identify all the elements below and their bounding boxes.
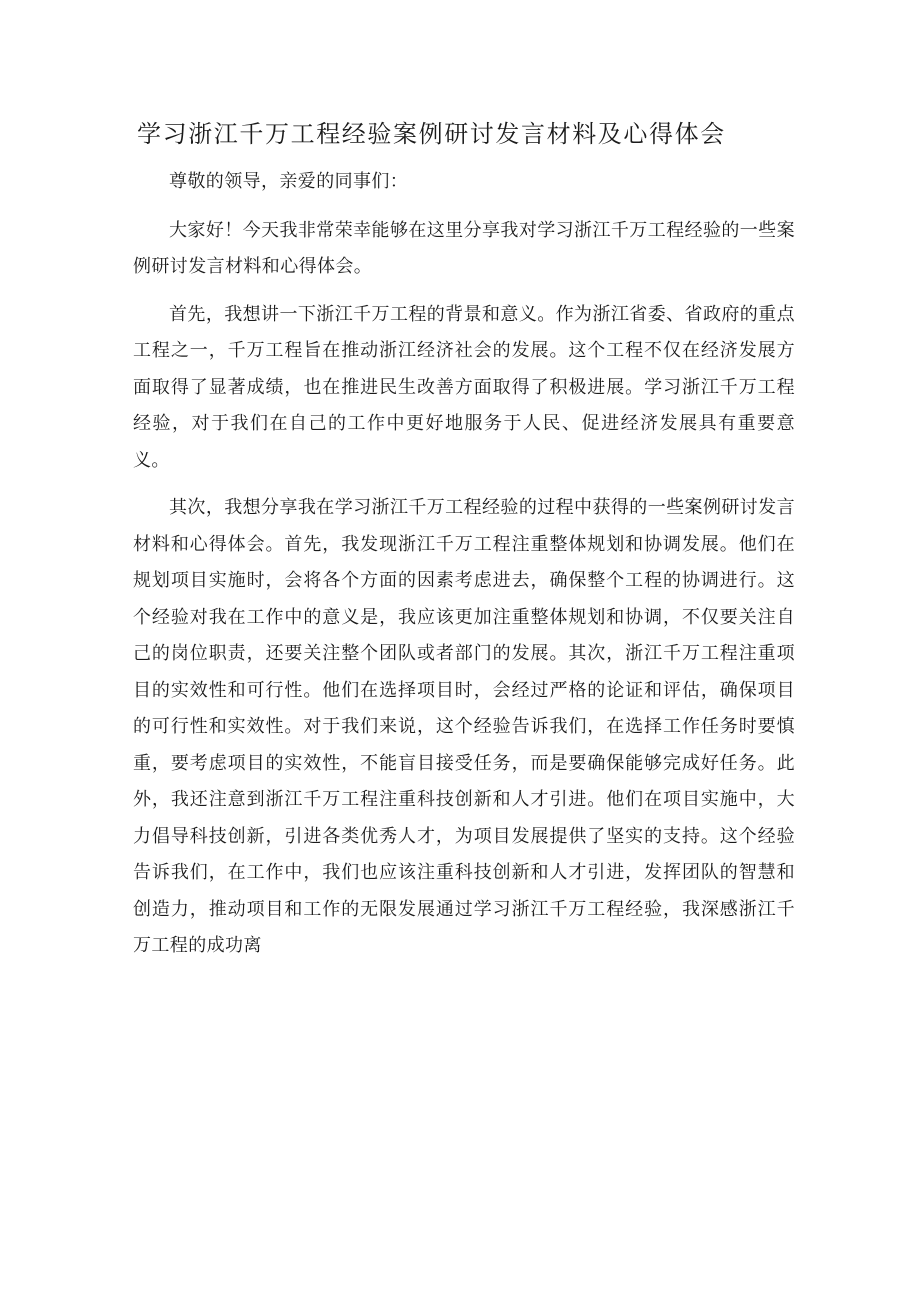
greeting-paragraph: 大家好！今天我非常荣幸能够在这里分享我对学习浙江千万工程经验的一些案例研讨发言材料和心得体会。 [133, 219, 795, 277]
background-paragraph: 首先，我想讲一下浙江千万工程的背景和意义。作为浙江省委、省政府的重点工程之一，千万工程旨在推动浙江经济社会的发展。这个工程不仅在经济发展方面取得了显著成绩，也在推进民生改善方面取得了积极进展。学习浙江千万工程经验，对于我们在自己的工作中更好地服务于人民、促进经济发展具有重要意义。 [133, 303, 795, 471]
document-body [133, 164, 795, 976]
salutation-paragraph: 尊敬的领导，亲爱的同事们： [169, 171, 409, 192]
document-title: 学习浙江千万工程经验案例研讨发言材料及心得体会 [137, 120, 726, 148]
experience-paragraph: 其次，我想分享我在学习浙江千万工程经验的过程中获得的一些案例研讨发言材料和心得体会。首先，我发现浙江千万工程注重整体规划和协调发展。他们在规划项目实施时，会将各个方面的因素考虑进去，确保整个工程的协调进行。这个经验对我在工作中的意义是，我应该更加注重整体规划和协调，不仅要关注自己的岗位职责，还要关注整个团队或者部门的发展。其次，浙江千万工程注重项目的实效性和可行性。他们在选择项目时，会经过严格的论证和评估，确保项目的可行性和实效性。对于我们来说，这个经验告诉我们，在选择工作任务时要慎重，要考虑项目的实效性，不能盲目接受任务，而是要确保能够完成好任务。此外，我还注意到浙江千万工程注重科技创新和人才引进。他们在项目实施中，大力倡导科技创新，引进各类优秀人才，为项目发展提供了坚实的支持。这个经验告诉我们，在工作中，我们也应该注重科技创新和人才引进，发挥团队的智慧和创造力，推动项目和工作的无限发展通过学习浙江千万工程经验，我深感浙江千万工程的成功离 [133, 497, 795, 956]
